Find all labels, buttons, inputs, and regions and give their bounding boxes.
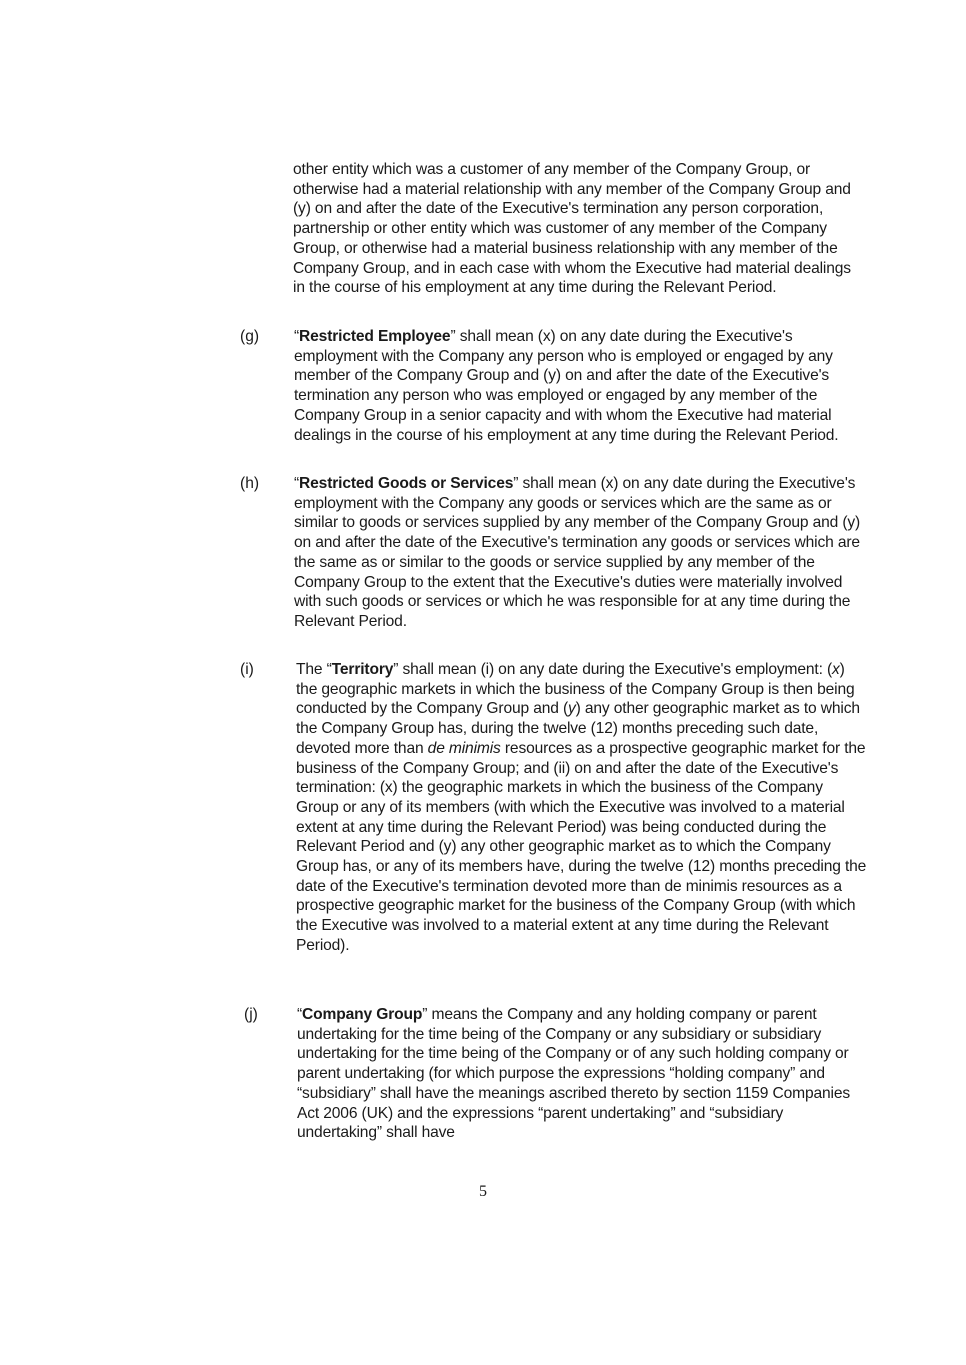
definition-body: resources as a prospective geographic market for the business of the Company Group; and (ii) on and after the date of the Executive's termination: (x) the geographic markets in which the business of the Company Group or any of its members (with which the Executive was involved to a material extent at any time during the Relevant Period) was being conducted during the Relevant Period and (y) any other geographic market as to which the Company Group has, or any of its members have, during the twelve (12) months preceding the date of the Executive's termination devoted more than de minimis resources as a prospective geographic market for the business of the Company Group (with which the Executive was involved to a material extent at any time during the Relevant Period). (296, 739, 867, 954)
definition-text (294, 474, 864, 632)
defined-term: Company Group (302, 1006, 423, 1023)
continuation-paragraph: other entity which was a customer of any member of the Company Group, or otherwise had a material relationship with any member of the Company Group and (y) on and after the date of the Executive's termination any person corporation, partnership or other entity which was customer of any member of the Company Group, or otherwise had a material business relationship with any member of the Company Group, and in each case with whom the Executive had material dealings in the course of his employment at any time during the Relevant Period. (293, 161, 851, 297)
definition-text (296, 660, 868, 956)
defined-term: Restricted Goods or Services (299, 475, 514, 492)
definition-body: ” shall mean (i) on any date during the Executive's employment: ( (393, 661, 833, 678)
definition-body: ) any other geographic market as to which the Company Group has, during the twelve (12) months preceding such date, devoted more than (296, 700, 860, 757)
italic-x: x (832, 661, 840, 678)
defined-term: Restricted Employee (299, 328, 451, 345)
definition-body: ) the geographic markets in which the business of the Company Group is then being conducted by the Company Group and ( (296, 661, 855, 718)
item-label: (i) (240, 661, 254, 678)
definition-body: ” means the Company and any holding company or parent undertaking for the time being of the Company or any subsidiary or subsidiary undertaking for the time being of the Company or of any such holding company or parent undertaking (for which purpose the expressions “holding company” and “subsidiary” shall have the meanings ascribed thereto by section 1159 Companies Act 2006 (UK) and the expressions “parent undertaking” and “subsidiary undertaking” shall have (297, 1006, 851, 1142)
definition-text (294, 327, 864, 445)
item-label: (g) (240, 328, 260, 345)
page-number: 5 (479, 1183, 487, 1200)
item-label: (j) (244, 1006, 258, 1023)
italic-y: y (568, 700, 576, 718)
italic-de-minimis: de minimis (427, 739, 501, 757)
quote-open: “ (297, 1006, 303, 1023)
definition-body: ” shall mean (x) on any date during the Executive's employment with the Company any goods or services which are the same as or similar to goods or services supplied by any member of the Company Group and (y) on and after the date of the Executive's termination any goods or services which are the same as or similar to the goods or service supplied by any member of the Company Group to the extent that the Executive's duties were materially involved with such goods or services or which he was responsible for at any time during the Relevant Period. (294, 475, 861, 630)
defined-term: Territory (331, 661, 394, 678)
lead-text: The “ (296, 661, 332, 678)
quote-open: “ (294, 328, 300, 345)
item-label: (h) (240, 475, 260, 492)
definition-body: ” shall mean (x) on any date during the Executive's employment with the Company any person who is employed or engaged by any member of the Company Group and (y) on and after the date of the Executive's termination any person who was employed or engaged by any member of the Company Group in a senior capacity and with whom the Executive had material dealings in the course of his employment at any time during the Relevant Period. (294, 328, 839, 444)
definition-text (297, 1005, 872, 1143)
quote-open: “ (294, 475, 300, 492)
